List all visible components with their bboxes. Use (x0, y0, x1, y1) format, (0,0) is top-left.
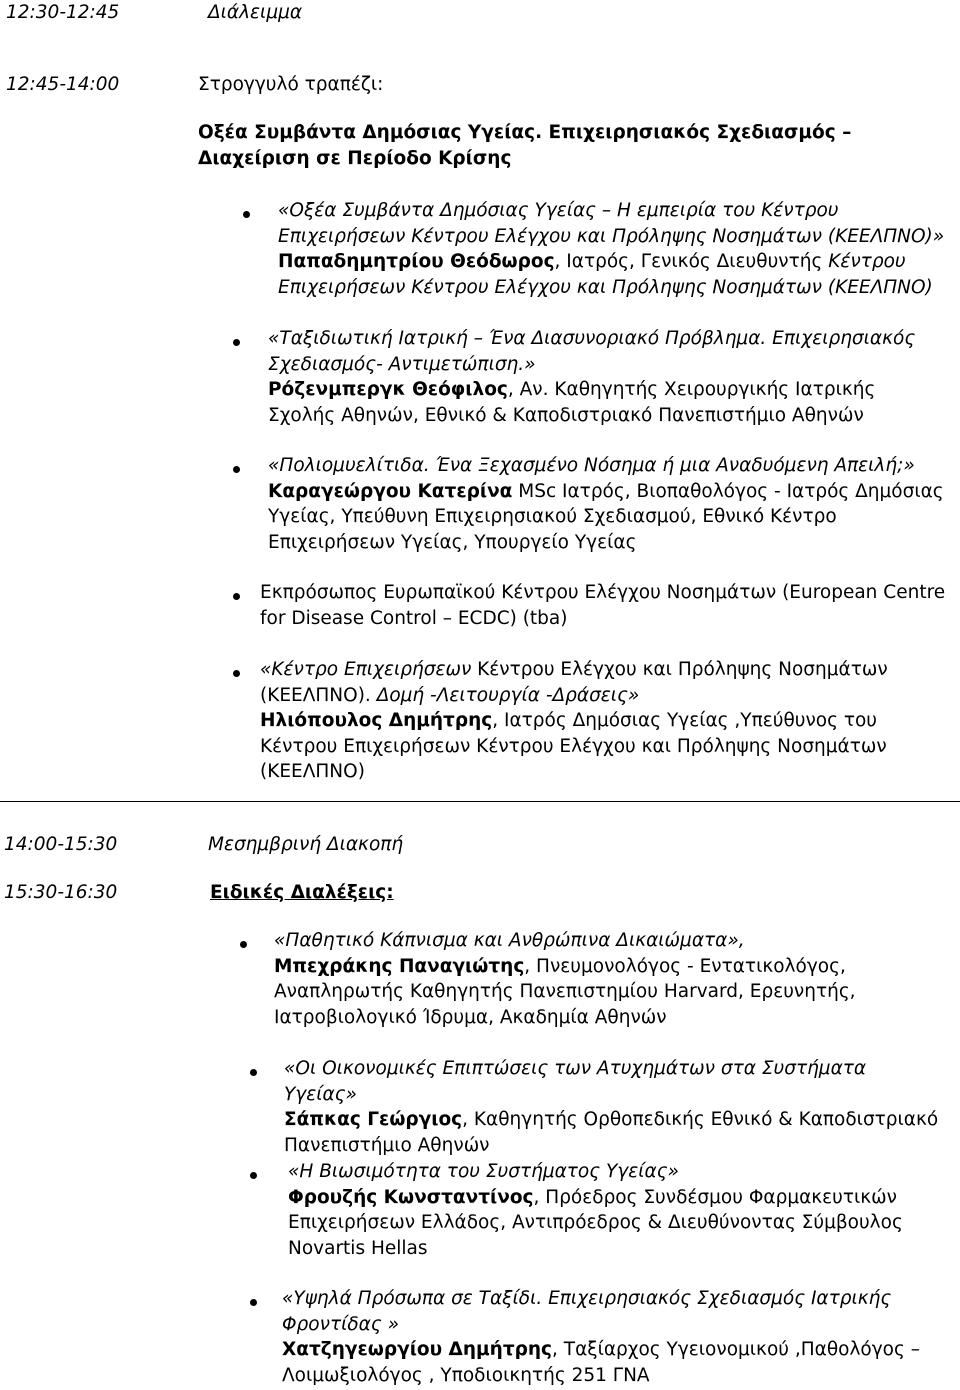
talk-title: «Οι Οικονομικές Επιπτώσεις των Ατυχημάτων στα Συστήματα Υγείας» (284, 1058, 867, 1105)
speaker-role: , Πνευμονολόγος - Εντατικολόγος, Αναπληρωτής Καθηγητής Πανεπιστημίου Harvard, Ερευνητής, Ιατροβιολογικό Ίδρυμα, Ακαδημία Αθηνών (274, 955, 856, 1028)
time-slot: 15:30-16:30 (4, 882, 118, 903)
bullet-icon (250, 1172, 257, 1179)
speaker-name: Ηλιόπουλος Δημήτρης (260, 710, 493, 731)
list-item (268, 326, 948, 428)
bullet-icon (240, 941, 247, 948)
speaker-role: , Καθηγητής Ορθοπεδικής Εθνικό & Καποδιστριακό Πανεπιστήμιο Αθηνών (284, 1109, 939, 1156)
slot-label: Διάλειμμα (208, 2, 303, 23)
item-text: Εκπρόσωπος Ευρωπαϊκού Κέντρου Ελέγχου Νοσημάτων (European Centre for Disease Control – ECDC) (tba) (260, 582, 946, 629)
talk-title: «Κέντρο Επιχειρήσεων (260, 659, 472, 680)
time-slot: 12:30-12:45 (6, 2, 120, 23)
speaker-name: Παπαδημητρίου Θεόδωρος (278, 251, 555, 272)
talk-title-plain: Κέντρου Ελέγχου και Πρόληψης Νοσημάτων (ΚΕΕΛΠΝΟ). (260, 659, 888, 706)
speaker-role: , Αν. Καθηγητής Χειρουργικής Ιατρικής Σχολής Αθηνών, Εθνικό & Καποδιστριακό Πανεπιστήμιο Αθηνών (268, 379, 876, 426)
talk-title-italic: Δομή -Λειτουργία -Δράσεις» (376, 684, 640, 706)
list-item (288, 1159, 928, 1261)
bullet-icon (250, 1069, 257, 1076)
speaker-name: Σάπκας Γεώργιος (284, 1109, 463, 1130)
slot-label: Ειδικές Διαλέξεις: (210, 882, 394, 903)
speaker-role: , Πρόεδρος Συνδέσμου Φαρμακευτικών Επιχειρήσεων Ελλάδος, Αντιπρόεδρος & Διευθύνοντας Σύμβουλος Novartis Hellas (288, 1186, 903, 1259)
talk-title: «Υψηλά Πρόσωπα σε Ταξίδι. Επιχειρησιακός Σχεδιασμός Ιατρικής Φροντίδας » (282, 1288, 892, 1335)
bullet-icon (250, 1299, 257, 1306)
time-slot: 14:00-15:30 (4, 834, 118, 855)
list-item (268, 453, 953, 555)
time-slot: 12:45-14:00 (6, 74, 120, 95)
speaker-name: Ρόζενμπεργκ Θεόφιλος (268, 379, 508, 400)
talk-title: «Πολιομυελίτιδα. Ένα Ξεχασμένο Νόσημα ή μια Αναδυόμενη Απειλή;» (268, 455, 915, 476)
list-item (274, 928, 874, 1030)
list-item (282, 1286, 922, 1388)
speaker-role: , Ιατρός Δημόσιας Υγείας ,Υπεύθυνος του Κέντρου Επιχειρήσεων Κέντρου Ελέγχου και Πρόληψης Νοσημάτων (ΚΕΕΛΠΝΟ) (260, 710, 887, 782)
list-item (260, 657, 910, 785)
speaker-role-italic: Κέντρου Επιχειρήσεων Κέντρου Ελέγχου και Πρόληψης Νοσημάτων (ΚΕΕΛΠΝΟ) (278, 251, 933, 298)
speaker-name: Μπεχράκης Παναγιώτης (274, 955, 525, 977)
bullet-icon (233, 466, 240, 473)
talk-title: «Ταξιδιωτική Ιατρική – Ένα Διασυνοριακό Πρόβλημα. Επιχειρησιακός Σχεδιασμός- Αντιμετώπιση.» (268, 328, 916, 375)
list-item (260, 580, 960, 631)
speaker-role: , Ιατρός, Γενικός Διευθυντής (554, 251, 829, 272)
speaker-role: MSc Ιατρός, Βιοπαθολόγος - Ιατρός Δημόσιας Υγείας, Υπεύθυνη Επιχειρησιακού Σχεδιασμού, Εθνικό Κέντρο Επιχειρήσεων Υγείας, Υπουργείο Υγείας (268, 480, 944, 553)
round-table-heading: Οξέα Συμβάντα Δημόσιας Υγείας. Επιχειρησιακός Σχεδιασμός – (198, 122, 852, 143)
talk-title: «Η Βιωσιμότητα του Συστήματος Υγείας» (288, 1161, 679, 1182)
talk-title: «Οξέα Συμβάντα Δημόσιας Υγείας – Η εμπειρία του Κέντρου Επιχειρήσεων Κέντρου Ελέγχου και Πρόληψης Νοσημάτων (ΚΕΕΛΠΝΟ)» (278, 200, 945, 247)
round-table-heading-2: Διαχείριση σε Περίοδο Κρίσης (198, 148, 512, 169)
speaker-name: Φρουζής Κωνσταντίνος (288, 1186, 534, 1208)
speaker-name: Καραγεώργου Κατερίνα (268, 480, 513, 502)
talk-title: «Παθητικό Κάπνισμα και Ανθρώπινα Δικαιώματα», (274, 930, 745, 951)
bullet-icon (233, 593, 240, 600)
bullet-icon (243, 211, 250, 218)
list-item (284, 1056, 944, 1158)
slot-label: Μεσημβρινή Διακοπή (208, 834, 404, 855)
speaker-name: Χατζηγεωργίου Δημήτρης (282, 1339, 553, 1360)
bullet-icon (233, 670, 240, 677)
slot-label: Στρογγυλό τραπέζι: (198, 74, 384, 95)
list-item (278, 198, 948, 300)
speaker-role: , Ταξίαρχος Υγειονομικού ,Παθολόγος – Λοιμωξιολόγος , Υποδιοικητής 251 ΓΝΑ (282, 1339, 920, 1386)
divider (0, 801, 960, 802)
bullet-icon (233, 339, 240, 346)
